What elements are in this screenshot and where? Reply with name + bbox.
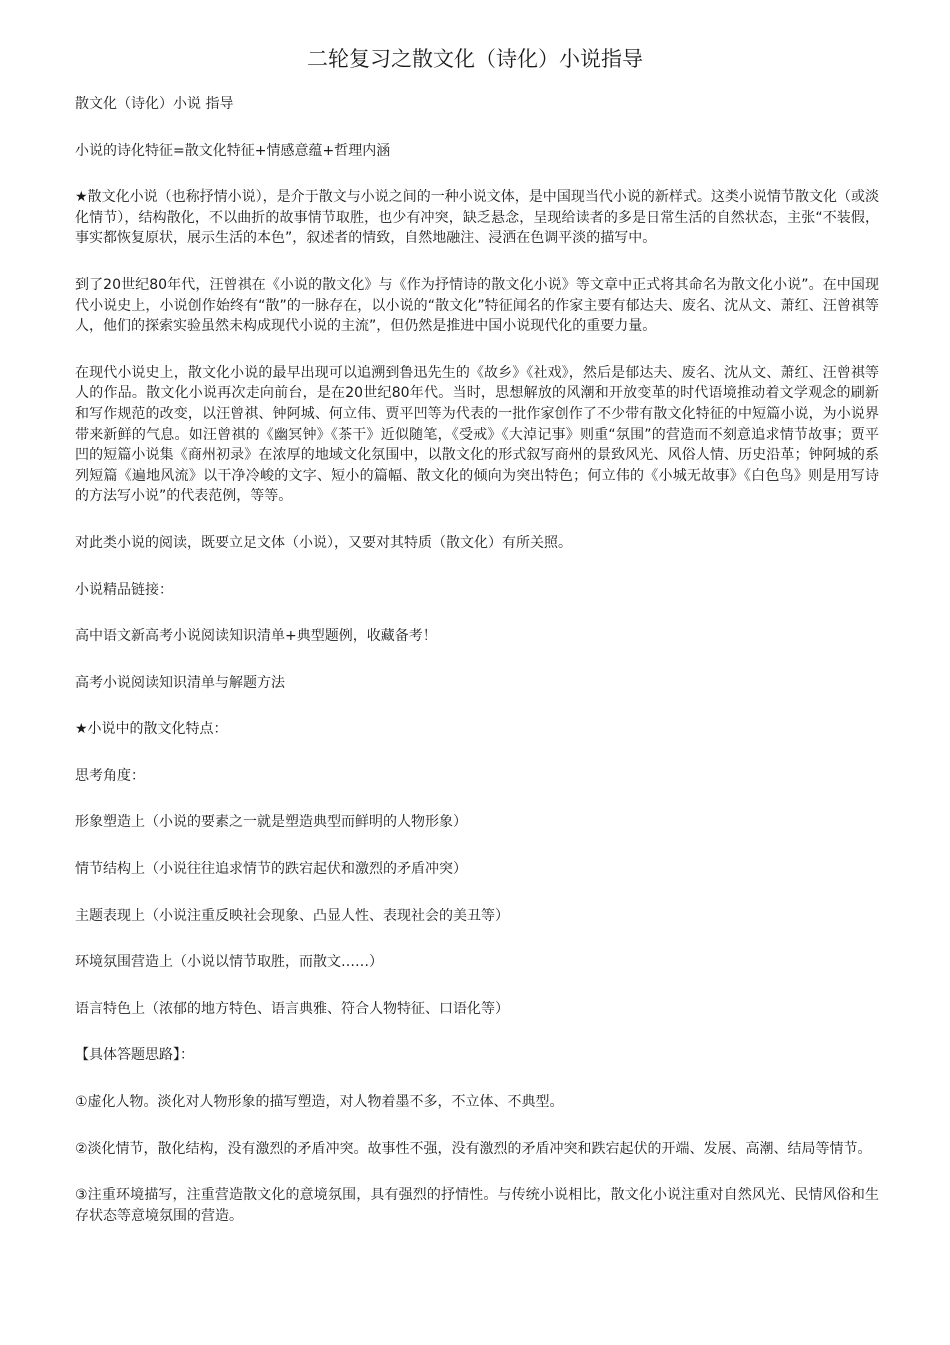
paragraph-links-heading: 小说精品链接： (75, 581, 173, 598)
paragraph-history-origins: 在现代小说史上，散文化小说的最早出现可以追溯到鲁迅先生的《故乡》《社戏》，然后是郁达夫、废名、沈从文、萧红、汪曾祺等人的作品。散文化小说再次走向前台，是在20世纪80年代。当时，思想解放的风潮和开放变革的时代语境推动着文学观念的刷新和写作规范的改变，以汪曾祺、钟阿城、何立伟、贾平凹等为代表的一批作家创作了不少带有散文化特征的中短篇小说，为小说界带来新鲜的气息。如汪曾祺的《幽冥钟》《茶干》近似随笔，《受戒》《大淖记事》则重“氛围”的营造而不刻意追求情节故事；贾平凹的短篇小说集《商州初录》在浓厚的地域文化氛围中，以散文化的形式叙写商州的景致风光、风俗人情、历史沿革；钟阿城的系列短篇《遍地风流》以干净冷峻的文字、短小的篇幅、散文化的倾向为突出特色；何立伟的《小城无故事》《白色鸟》则是用写诗的方法写小说”的代表范例，等等。 (75, 364, 879, 505)
paragraph-answer-1: ①虚化人物。淡化对人物形象的描写塑造，对人物着墨不多，不立体、不典型。 (75, 1094, 564, 1111)
document-body (75, 94, 879, 1252)
paragraph-answer-2: ②淡化情节，散化结构，没有激烈的矛盾冲突。故事性不强，没有激烈的矛盾冲突和跌宕起伏的开端、发展、高潮、结局等情节。 (75, 1140, 872, 1157)
paragraph-angle-language: 语言特色上（浓郁的地方特色、语言典雅、符合人物特征、口语化等） (75, 1000, 509, 1017)
paragraph-link-1: 高中语文新高考小说阅读知识清单+典型题例，收藏备考！ (75, 628, 437, 645)
paragraph-angle-environment: 环境氛围营造上（小说以情节取胜，而散文……） (75, 954, 383, 971)
paragraph-answer-3: ③注重环境描写，注重营造散文化的意境氛围，具有强烈的抒情性。与传统小说相比，散文化小说注重对自然风光、民情风俗和生存状态等意境氛围的营造。 (75, 1187, 879, 1224)
paragraph-answer-heading: 【具体答题思路】： (75, 1047, 194, 1064)
paragraph-angle-character: 形象塑造上（小说的要素之一就是塑造典型而鲜明的人物形象） (75, 814, 467, 831)
paragraph-features-heading: ★小说中的散文化特点： (75, 721, 228, 738)
document-title: 二轮复习之散文化（诗化）小说指导 (307, 47, 643, 71)
paragraph-definition: ★散文化小说（也称抒情小说），是介于散文与小说之间的一种小说文体，是中国现当代小说的新样式。这类小说情节散文化（或淡化情节），结构散化，不以曲折的故事情节取胜，也少有冲突，缺乏悬念，呈现给读者的多是日常生活的自然状态，主张“不装假，事实都恢复原状，展示生活的本色”，叙述者的情致，自然地融注、浸洒在色调平淡的描写中。 (75, 189, 879, 247)
paragraph-reading-advice: 对此类小说的阅读，既要立足文体（小说），又要对其特质（散文化）有所关照。 (75, 534, 572, 551)
paragraph-history-1980s: 到了20世纪80年代，汪曾祺在《小说的散文化》与《作为抒情诗的散文化小说》等文章中正式将其命名为散文化小说”。在中国现代小说史上，小说创作始终有“散”的一脉存在，以小说的“散文化”特征闻名的作家主要有郁达夫、废名、沈从文、萧红、汪曾祺等人，他们的探索实验虽然未构成现代小说的主流”，但仍然是推进中国小说现代化的重要力量。 (75, 276, 879, 335)
paragraph-link-2: 高考小说阅读知识清单与解题方法 (75, 674, 285, 691)
paragraph-angle-plot: 情节结构上（小说往往追求情节的跌宕起伏和激烈的矛盾冲突） (75, 861, 467, 878)
paragraph-angles-heading: 思考角度： (75, 767, 145, 784)
paragraph-subtitle: 散文化（诗化）小说 指导 (75, 96, 234, 112)
paragraph-formula: 小说的诗化特征=散文化特征+情感意蕴+哲理内涵 (75, 142, 391, 159)
paragraph-angle-theme: 主题表现上（小说注重反映社会现象、凸显人性、表现社会的美丑等） (75, 907, 509, 924)
